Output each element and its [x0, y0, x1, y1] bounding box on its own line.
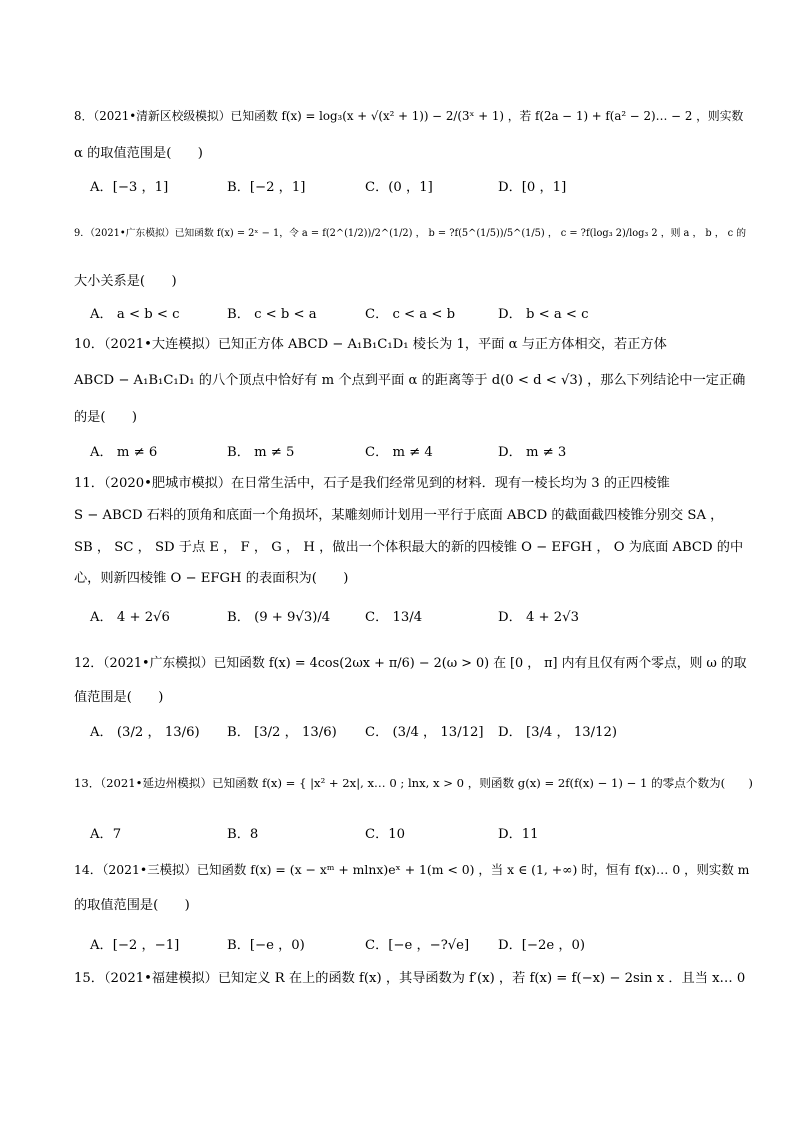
q9-line-2: 大小关系是( ): [74, 274, 177, 289]
q14-option-d[interactable]: D．[−2e ，0): [498, 938, 586, 953]
q10-line-3: 的是( ): [74, 410, 138, 425]
q10-option-c[interactable]: C． m ≠ 4: [365, 445, 433, 460]
q8-option-d[interactable]: D．[0 ，1]: [498, 180, 567, 195]
q13-option-d[interactable]: D．11: [498, 827, 539, 842]
q11-option-c[interactable]: C． 13/4: [365, 610, 423, 625]
q9-option-a[interactable]: A． a < b < c: [90, 307, 180, 322]
q14-line-2: 的取值范围是( ): [74, 898, 190, 913]
q9-options: [90, 303, 730, 323]
q10-option-b[interactable]: B． m ≠ 5: [227, 445, 295, 460]
q10-option-d[interactable]: D． m ≠ 3: [498, 445, 567, 460]
q11-options: [90, 606, 730, 626]
q11-line-2: S − ABCD 石料的顶角和底面一个角损坏，某雕刻师计划用一平行于底面 ABCD 的截面截四棱锥分别交 SA ，: [74, 508, 724, 523]
q11-option-b[interactable]: B． (9 + 9√3)/4: [227, 610, 331, 625]
q8-line-1: 8．（2021•清新区校级模拟）已知函数 f(x) = log₃(x + √(x² + 1)) − 2/(3ˣ + 1) ，若 f(2a − 1) + f(a² − 2)… − 2 ，则实数: [74, 109, 744, 123]
q8-option-b[interactable]: B．[−2 ，1]: [227, 180, 306, 195]
q12-option-c[interactable]: C． (3/4 ， 13/12]: [365, 725, 484, 740]
q14-option-b[interactable]: B．[−e ，0): [227, 938, 305, 953]
q11-line-1: 11．（2020•肥城市模拟）在日常生活中，石子是我们经常见到的材料．现有一棱长均为 3 的正四棱锥: [74, 476, 670, 491]
q10-options: [90, 441, 730, 461]
q9-option-b[interactable]: B． c < b < a: [227, 307, 317, 322]
q13-option-c[interactable]: C．10: [365, 827, 406, 842]
q10-line-2: ABCD − A₁B₁C₁D₁ 的八个顶点中恰好有 m 个点到平面 α 的距离等于 d(0 < d < √3) ，那么下列结论中一定正确: [74, 373, 746, 388]
q9-option-d[interactable]: D． b < a < c: [498, 307, 589, 322]
q15-line-1: 15．（2021•福建模拟）已知定义 R 在上的函数 f(x) ，其导函数为 f′(x) ，若 f(x) = f(−x) − 2sin x ．且当 x… 0: [74, 971, 746, 986]
q8-option-c[interactable]: C．(0 ，1]: [365, 180, 433, 195]
q14-option-c[interactable]: C．[−e ，−?√e]: [365, 938, 470, 953]
q12-option-b[interactable]: B． [3/2 ， 13/6): [227, 725, 337, 740]
q12-line-1: 12．（2021•广东模拟）已知函数 f(x) = 4cos(2ωx + π/6) − 2(ω > 0) 在 [0 ， π] 内有且仅有两个零点，则 ω 的取: [74, 656, 747, 671]
q14-line-1: 14．（2021•三模拟）已知函数 f(x) = (x − xᵐ + mlnx)eˣ + 1(m < 0) ，当 x ∈ (1, +∞) 时，恒有 f(x)… 0 ，则实数 m: [74, 862, 750, 877]
q13-option-b[interactable]: B．8: [227, 827, 259, 842]
q11-line-4: 心，则新四棱锥 O − EFGH 的表面积为( ): [74, 571, 349, 586]
q12-line-2: 值范围是( ): [74, 690, 164, 705]
q8-line-2: α 的取值范围是( ): [74, 146, 203, 161]
q13-line-1: 13．（2021•延边州模拟）已知函数 f(x) = { |x² + 2x|, x… 0 ; lnx, x > 0 ，则函数 g(x) = 2f(f(x) − 1) − 1 的零点个数为( ): [74, 776, 753, 790]
q8-option-a[interactable]: A．[−3 ，1]: [90, 180, 169, 195]
q13-options: [90, 823, 730, 843]
q14-option-a[interactable]: A．[−2 ，−1]: [90, 938, 180, 953]
q12-option-a[interactable]: A． (3/2 ， 13/6): [90, 725, 200, 740]
q10-line-1: 10．（2021•大连模拟）已知正方体 ABCD − A₁B₁C₁D₁ 棱长为 1，平面 α 与正方体相交，若正方体: [74, 337, 667, 352]
q11-line-3: SB ， SC ， SD 于点 E ， F ， G ， H ，做出一个体积最大的新的四棱锥 O − EFGH ， O 为底面 ABCD 的中: [74, 540, 744, 555]
q11-option-d[interactable]: D． 4 + 2√3: [498, 610, 579, 625]
q8-options: [90, 176, 730, 196]
q12-option-d[interactable]: D． [3/4 ， 13/12): [498, 725, 618, 740]
q10-option-a[interactable]: A． m ≠ 6: [90, 445, 158, 460]
q9-line-1: 9．（2021•广东模拟）已知函数 f(x) = 2ˣ − 1，令 a = f(2^(1/2))/2^(1/2) ， b = ?f(5^(1/5))/5^(1/5) ， c = ?f(log₃ 2)/log₃ 2 ，则 a ， b ， c 的: [74, 228, 747, 239]
q12-options: [90, 721, 730, 741]
q14-options: [90, 934, 730, 954]
q11-option-a[interactable]: A． 4 + 2√6: [90, 610, 170, 625]
q13-option-a[interactable]: A．7: [90, 827, 122, 842]
q9-option-c[interactable]: C． c < a < b: [365, 307, 456, 322]
